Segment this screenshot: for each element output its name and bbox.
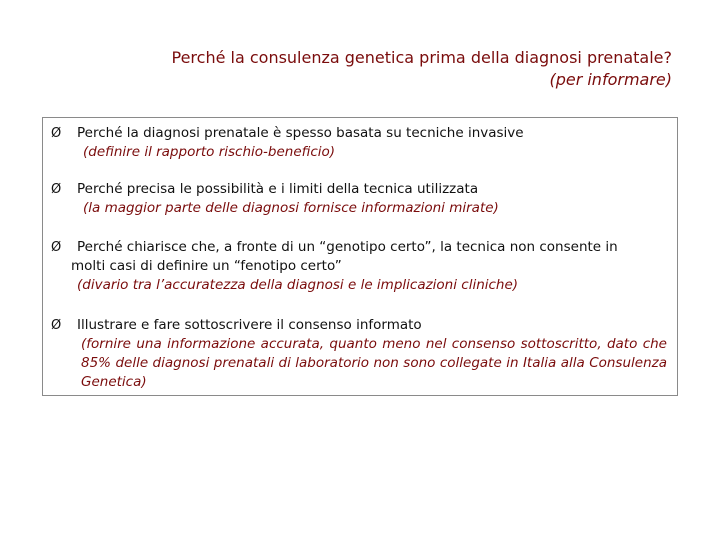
title-line-2: (per informare) — [549, 70, 672, 89]
bullet-item-2 — [51, 180, 673, 218]
bullet-note-4: (fornire una informazione accurata, quanto meno nel consenso sottoscritto, dato che 85% delle diagnosi prenatali di laboratorio non sono collegate in Italia alla Consulenza Genetica) — [81, 336, 667, 390]
slide-title — [110, 47, 672, 91]
bullet-text-4: Illustrare e fare sottoscrivere il consenso informato — [77, 317, 422, 333]
arrow-bullet-icon: Ø — [51, 240, 62, 255]
bullet-item-4 — [51, 316, 673, 392]
bullet-item-1 — [51, 124, 673, 162]
content-box — [42, 117, 678, 396]
bullet-text-2: Perché precisa le possibilità e i limiti della tecnica utilizzata — [77, 181, 479, 197]
bullet-text-3-line-2: molti casi di definire un “fenotipo certo” — [71, 258, 342, 274]
arrow-bullet-icon: Ø — [51, 182, 62, 197]
bullet-note-2: (la maggior parte delle diagnosi fornisce informazioni mirate) — [83, 200, 499, 216]
arrow-bullet-icon: Ø — [51, 318, 62, 333]
bullet-note-3: (divario tra l’accuratezza della diagnosi e le implicazioni cliniche) — [77, 277, 519, 293]
bullet-text-1: Perché la diagnosi prenatale è spesso basata su tecniche invasive — [77, 125, 524, 141]
bullet-item-3 — [51, 238, 673, 295]
bullet-text-3-line-1: Perché chiarisce che, a fronte di un “genotipo certo”, la tecnica non consente in — [77, 239, 618, 255]
bullet-text-3 — [51, 238, 673, 276]
title-line-1: Perché la consulenza genetica prima della diagnosi prenatale? — [171, 48, 672, 67]
arrow-bullet-icon: Ø — [51, 126, 62, 141]
bullet-note-1: (definire il rapporto rischio-beneficio) — [83, 144, 336, 160]
